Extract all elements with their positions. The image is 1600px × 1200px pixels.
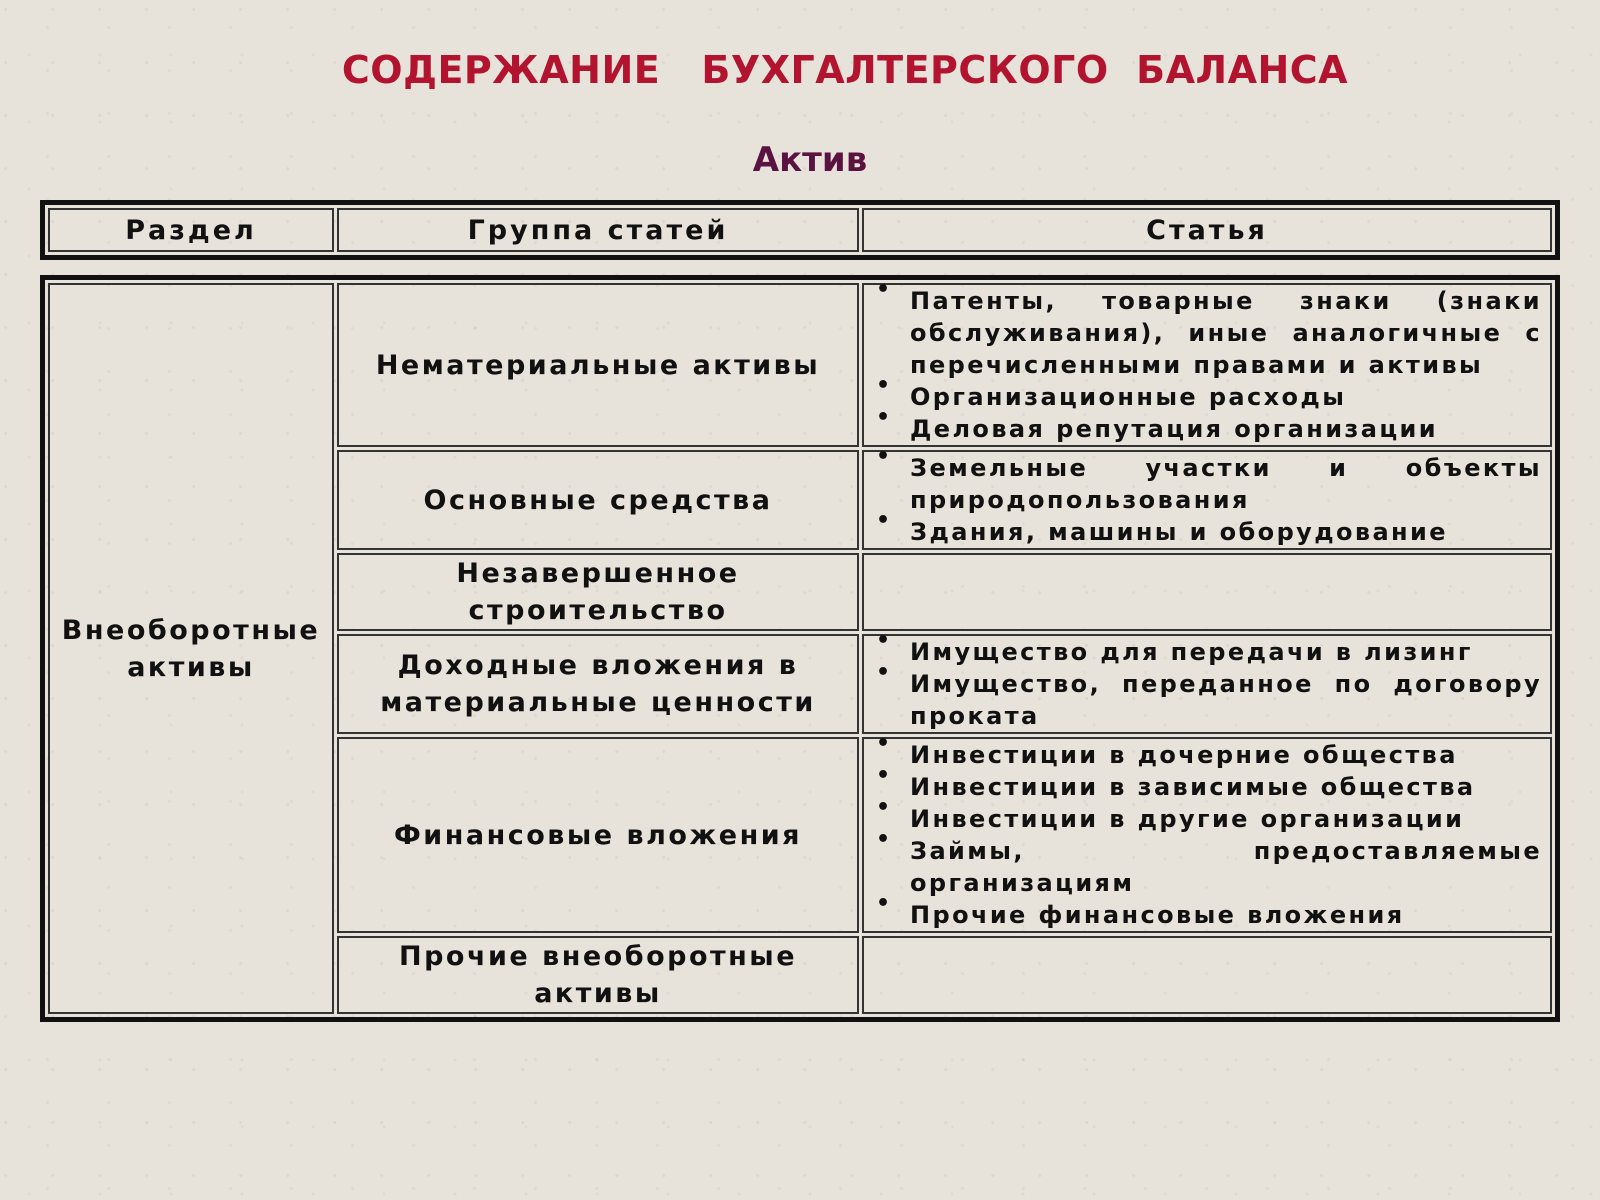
bullet-icon: • xyxy=(876,444,891,469)
page-title: СОДЕРЖАНИЕ БУХГАЛТЕРСКОГО БАЛАНСА xyxy=(341,48,1349,92)
header-item: Статья xyxy=(862,208,1552,252)
group-cell: Нематериальные активы xyxy=(337,283,859,447)
group-cell: Незавершенное строительство xyxy=(337,553,859,631)
page-subtitle: Актив xyxy=(752,140,868,180)
list-item xyxy=(876,891,1542,931)
items-list xyxy=(876,277,1542,445)
item-text: Здания, машины и оборудование xyxy=(910,518,1448,546)
list-item xyxy=(876,277,1542,381)
list-item xyxy=(876,660,1542,732)
header-group: Группа статей xyxy=(337,208,859,252)
bullet-icon: • xyxy=(876,508,891,533)
list-item xyxy=(876,731,1542,771)
bullet-icon: • xyxy=(876,795,891,820)
list-item xyxy=(876,795,1542,835)
item-text: Организационные расходы xyxy=(910,383,1347,411)
items-cell xyxy=(862,628,1552,734)
item-text: Деловая репутация организации xyxy=(910,415,1438,443)
group-cell: Основные средства xyxy=(337,450,859,550)
items-list xyxy=(876,628,1542,732)
items-list xyxy=(876,731,1542,931)
item-text: Прочие финансовые вложения xyxy=(910,901,1405,929)
bullet-icon: • xyxy=(876,628,891,653)
item-text: Патенты, товарные знаки (знаки обслуживания), иные аналогичные с перечисленными правами и активы xyxy=(910,287,1542,379)
bullet-icon: • xyxy=(876,405,891,430)
group-cell: Доходные вложения в материальные ценности xyxy=(337,634,859,734)
list-item xyxy=(876,444,1542,516)
item-text: Имущество, переданное по договору проката xyxy=(910,670,1542,730)
list-item xyxy=(876,827,1542,899)
header-section: Раздел xyxy=(48,208,334,252)
item-text: Инвестиции в другие организации xyxy=(910,805,1465,833)
items-list xyxy=(876,444,1542,548)
bullet-icon: • xyxy=(876,827,891,852)
list-item xyxy=(876,628,1542,668)
group-cell: Финансовые вложения xyxy=(337,737,859,933)
section-cell: Внеоборотные активы xyxy=(48,283,334,1014)
bullet-icon: • xyxy=(876,373,891,398)
bullet-icon: • xyxy=(876,660,891,685)
list-item xyxy=(876,373,1542,413)
balance-header-table xyxy=(40,200,1560,260)
bullet-icon: • xyxy=(876,891,891,916)
items-cell xyxy=(862,731,1552,933)
table-row xyxy=(48,283,1552,447)
items-cell xyxy=(862,553,1552,631)
list-item xyxy=(876,508,1542,548)
items-cell xyxy=(862,277,1552,447)
item-text: Инвестиции в зависимые общества xyxy=(910,773,1476,801)
items-cell xyxy=(862,444,1552,550)
item-text: Инвестиции в дочерние общества xyxy=(910,741,1458,769)
balance-body-table xyxy=(40,275,1560,1022)
list-item xyxy=(876,405,1542,445)
bullet-icon: • xyxy=(876,277,891,302)
bullet-icon: • xyxy=(876,731,891,756)
bullet-icon: • xyxy=(876,763,891,788)
header-row xyxy=(48,208,1552,252)
item-text: Имущество для передачи в лизинг xyxy=(910,638,1473,666)
group-cell: Прочие внеоборотные активы xyxy=(337,936,859,1014)
items-cell xyxy=(862,936,1552,1014)
item-text: Займы, предоставляемые организациям xyxy=(910,837,1542,897)
list-item xyxy=(876,763,1542,803)
item-text: Земельные участки и объекты природопользования xyxy=(910,454,1542,514)
